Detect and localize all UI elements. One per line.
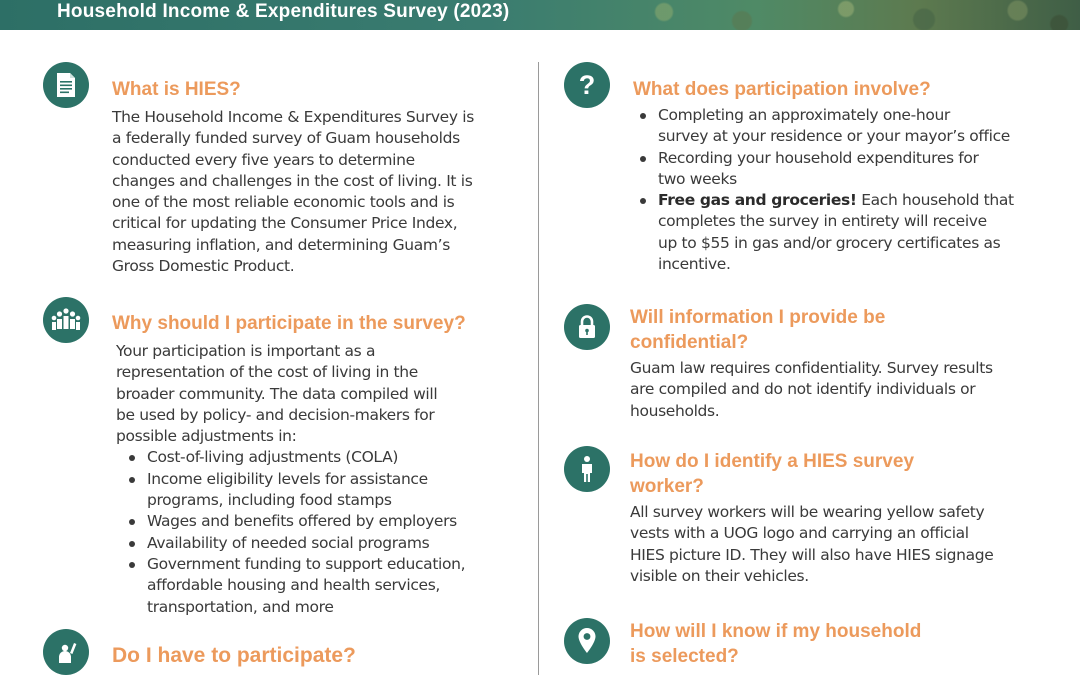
list-item-line: Wages and benefits offered by employers [147, 512, 457, 531]
text-line: Guam law requires confidentiality. Survey results [630, 359, 993, 377]
text-line: All survey workers will be wearing yellow safety [630, 503, 985, 521]
text-line: a federally funded survey of Guam households [112, 129, 460, 148]
identify-worker-text [630, 502, 1050, 587]
heading-why-participate: Why should I participate in the survey? [112, 313, 466, 334]
list-item-line: Completing an approximately one-hour [658, 106, 950, 124]
svg-text:?: ? [578, 71, 596, 99]
list-item-line: Government funding to support education, [147, 554, 466, 573]
list-item-line: two weeks [658, 169, 737, 188]
text-line: possible adjustments in: [116, 427, 297, 446]
free-gas-groceries-emphasis: Free gas and groceries! [658, 191, 857, 210]
text-span: Each household that [856, 191, 1014, 210]
question-mark-icon [564, 62, 610, 108]
list-item-line [658, 190, 1057, 211]
heading-line: Will information I provide be [630, 307, 886, 328]
column-divider [538, 62, 539, 675]
text-line: representation of the cost of living in the [116, 363, 418, 382]
heading-line: is selected? [630, 646, 739, 667]
list-item-line: affordable housing and health services, [147, 576, 440, 595]
list-item-line: up to $55 in gas and/or grocery certificates as [658, 233, 1001, 252]
heading-do-i-have-to-participate: Do I have to participate? [112, 644, 356, 667]
text-line: broader community. The data compiled will [116, 384, 438, 403]
list-item-line: Income eligibility levels for assistance [147, 469, 428, 488]
lock-icon [564, 304, 610, 350]
list-item [126, 533, 526, 554]
text-line: changes and challenges in the cost of living. It is [112, 171, 473, 190]
heading-participation-involve: What does participation involve? [633, 79, 931, 100]
text-line: Your participation is important as a [116, 342, 376, 360]
what-is-hies-text [112, 107, 522, 277]
banner-foliage-image [560, 0, 1080, 30]
document-icon [43, 62, 89, 108]
list-item [637, 105, 1057, 148]
heading-confidential [630, 305, 885, 355]
text-line: be used by policy- and decision-makers for [116, 405, 435, 424]
list-item-line: programs, including food stamps [147, 491, 392, 510]
text-line: conducted every five years to determine [112, 150, 415, 169]
confidential-text [630, 358, 1050, 422]
list-item-line: transportation, and more [147, 597, 334, 616]
text-line: visible on their vehicles. [630, 566, 809, 585]
document-title: Household Income & Expenditures Survey (2023) [57, 1, 510, 22]
people-group-icon [43, 297, 89, 343]
text-line: are compiled and do not identify individuals or [630, 380, 976, 399]
list-item-line: survey at your residence or your mayor’s office [658, 127, 1010, 146]
list-item-line: completes the survey in entirety will receive [658, 212, 987, 231]
heading-identify-worker [630, 449, 914, 499]
heading-what-is-hies: What is HIES? [112, 79, 241, 100]
list-item-line: Cost-of-living adjustments (COLA) [147, 448, 399, 467]
text-line: critical for updating the Consumer Price Index, [112, 214, 458, 233]
text-line: Gross Domestic Product. [112, 257, 295, 276]
text-line: households. [630, 401, 720, 420]
text-line: one of the most reliable economic tools and is [112, 193, 455, 212]
involve-bullets [637, 105, 1057, 275]
adjustments-list [126, 447, 526, 617]
heading-line: How will I know if my household [630, 621, 922, 642]
raised-hand-person-icon [43, 629, 89, 675]
heading-household-selected [630, 619, 921, 669]
list-item [637, 148, 1057, 191]
location-pin-icon [564, 618, 610, 664]
text-line: HIES picture ID. They will also have HIES signage [630, 545, 994, 564]
text-line: The Household Income & Expenditures Survey is [112, 108, 474, 126]
heading-line: worker? [630, 476, 704, 497]
list-item [126, 469, 526, 512]
list-item-line: Recording your household expenditures for [658, 148, 979, 167]
list-item [126, 554, 526, 618]
list-item-line: incentive. [658, 255, 731, 274]
heading-line: confidential? [630, 332, 749, 353]
list-item [637, 190, 1057, 275]
list-item [126, 511, 526, 532]
heading-line: How do I identify a HIES survey [630, 451, 915, 472]
list-item-line: Availability of needed social programs [147, 533, 430, 552]
why-participate-text [116, 341, 526, 618]
list-item [126, 447, 526, 468]
header-banner [0, 0, 1080, 30]
person-icon [564, 446, 610, 492]
text-line: measuring inflation, and determining Guam’s [112, 235, 450, 254]
text-line: vests with a UOG logo and carrying an official [630, 524, 969, 543]
participation-involve-list [637, 105, 1057, 275]
